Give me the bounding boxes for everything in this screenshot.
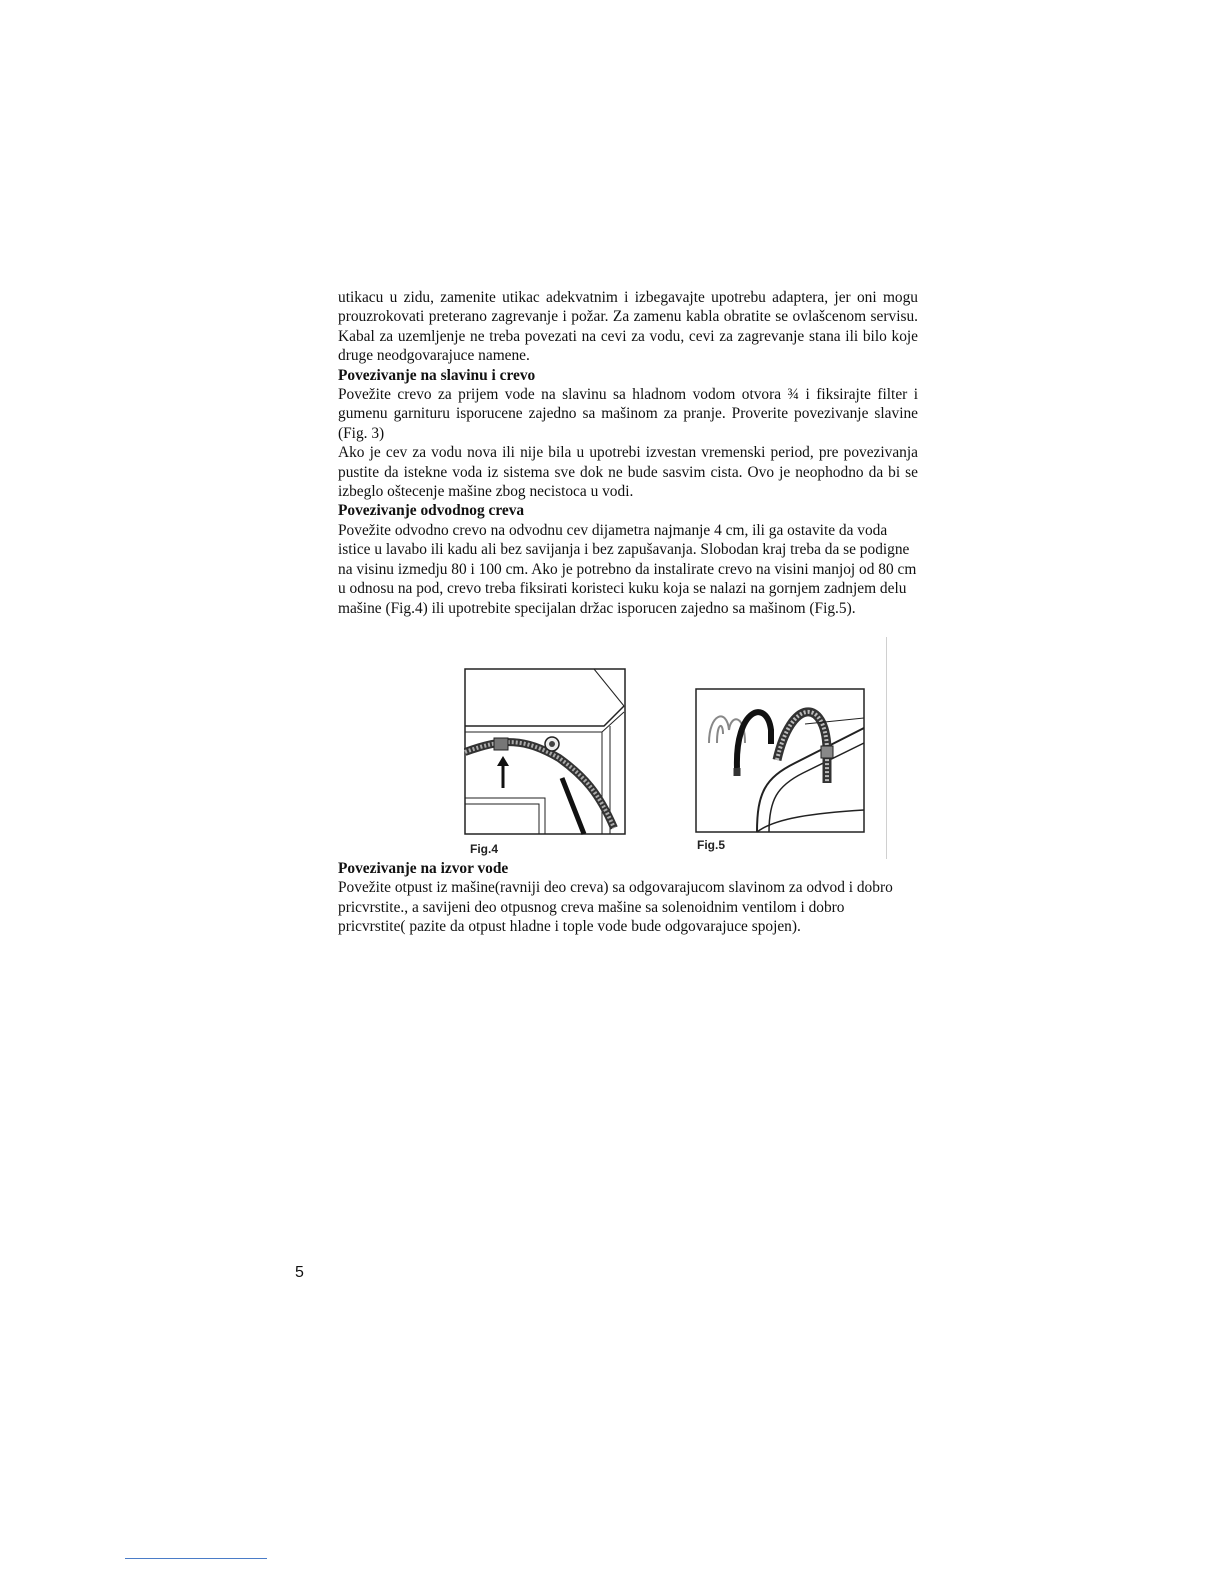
page-number: 5 — [295, 1264, 304, 1281]
heading-drain-connection: Povezivanje odvodnog creva — [338, 502, 525, 520]
figures-area — [338, 637, 888, 859]
fig5-illustration — [695, 688, 865, 852]
tap-paragraph: Povežite crevo za prijem vode na slavinu sa hladnom vodom otvora ¾ i fiksirajte filter i gumenu garnituru isporucene zajedno sa mašinom za pranje. Proverite povezivanje slavine (Fig. 3) — [338, 386, 918, 442]
figure-divider — [886, 637, 887, 859]
footnote-divider — [125, 1558, 267, 1559]
fig5-caption: Fig.5 — [697, 838, 726, 852]
water-source-section — [338, 859, 898, 937]
drain-paragraph: Povežite odvodno crevo na odvodnu cev dijametra najmanje 4 cm, ili ga ostavite da voda istice u lavabo ili kadu ali bez savijanja i bez zapušavanja. Slobodan kraj treba da se podigne na visinu izmedju 80 i 100 cm. Ako je potrebno da instalirate crevo na visini manjoj od 80 cm u odnosu na pod, crevo treba fiksirati koristeci kuku koja se nalazi na gornjem zadnjem delu mašine (Fig.4) ili upotrebite specijalan držac isporucen zajedno sa mašinom (Fig.5). — [338, 521, 917, 617]
heading-tap-connection: Povezivanje na slavinu i crevo — [338, 366, 536, 384]
main-text — [338, 288, 918, 618]
fig4-caption: Fig.4 — [470, 842, 499, 856]
new-pipe-paragraph: Ako je cev za vodu nova ili nije bila u upotrebi izvestan vremenski period, pre povezivanja pustite da istekne voda iz sistema sve dok ne bude sasvim cista. Ovo je neophodno da bi se izbeglo oštecenje mašine zbog necistoca u vodi. — [338, 444, 918, 501]
fig4-illustration — [464, 668, 626, 856]
hose-holder-illustration-icon — [695, 688, 865, 833]
intro-paragraph: utikacu u zidu, zamenite utikac adekvatnim i izbegavajte upotrebu adaptera, jer oni mogu prouzrokovati preterano zagrevanje i požar. Za zamenu kabla obratite se ovlašcenom servisu. Kabal za uzemljenje ne treba povezati na cevi za vodu, cevi za zagrevanje stana ili bilo koje druge neodgovarajuce namene. — [338, 289, 918, 365]
hose-hook-illustration-icon — [464, 668, 626, 835]
water-source-paragraph: Povežite otpust iz mašine(ravniji deo creva) sa odgovarajucom slavinom za odvod i dobro pricvrstite., a savijeni deo otpusnog creva mašine sa solenoidnim ventilom i dobro pricvrstite( pazite da otpust hladne i tople vode bude odgovarajuce spojen). — [338, 879, 893, 936]
heading-water-source: Povezivanje na izvor vode — [338, 860, 509, 877]
